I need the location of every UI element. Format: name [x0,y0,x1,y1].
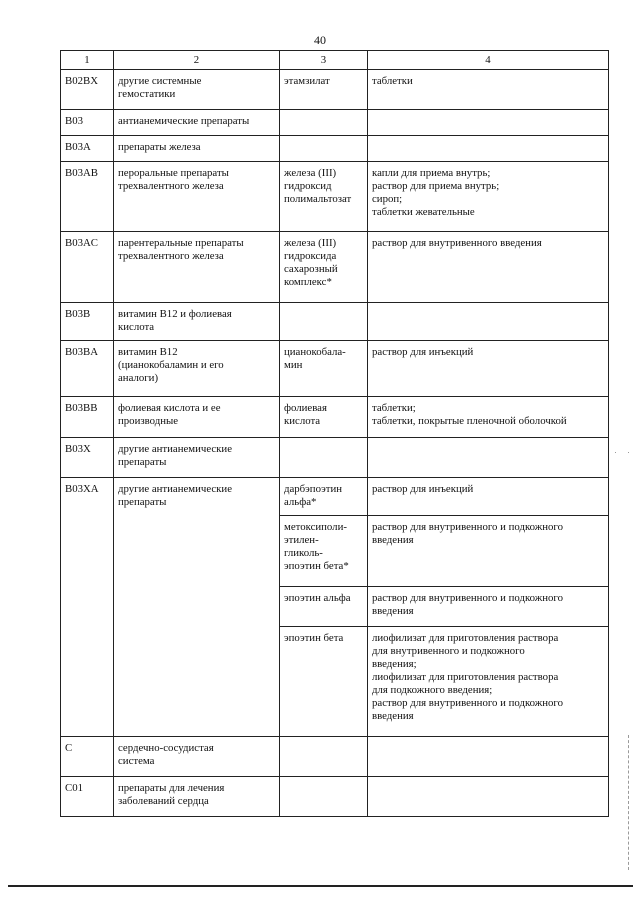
substance-cell: цианокобала- мин [280,341,368,397]
header-col-4: 4 [368,51,609,70]
header-col-1: 1 [61,51,114,70]
dosage-form-cell: таблетки [368,70,609,110]
dosage-form-cell [368,737,609,777]
substance-cell: эпоэтин бета [280,627,368,737]
atc-code-cell: B03AB [61,162,114,232]
table-row [61,303,609,341]
group-name-cell: препараты для лечения заболеваний сердца [114,777,280,817]
header-row [61,51,609,70]
substance-cell [280,737,368,777]
substance-cell [280,438,368,478]
group-name-cell: препараты железа [114,136,280,162]
dosage-form-cell [368,110,609,136]
table-row [61,737,609,777]
atc-code-cell: C [61,737,114,777]
substance-cell [280,136,368,162]
substance-cell: дарбэпоэтин альфа* [280,478,368,516]
substance-cell: железа (III) гидроксид полимальтозат [280,162,368,232]
page-bottom-rule [8,885,633,887]
group-name-cell: фолиевая кислота и ее производные [114,397,280,438]
medication-classification-table [60,50,609,817]
dosage-form-cell: таблетки; таблетки, покрытые пленочной оболочкой [368,397,609,438]
group-name-cell: витамин B12 (цианокобаламин и его аналоги) [114,341,280,397]
group-name-cell: витамин B12 и фолиевая кислота [114,303,280,341]
dosage-form-cell: раствор для инъекций [368,478,609,516]
table-row [61,232,609,303]
group-name-cell: антианемические препараты [114,110,280,136]
table-row [61,162,609,232]
atc-code-cell: B03AC [61,232,114,303]
dosage-form-cell: раствор для внутривенного и подкожного введения [368,516,609,587]
dosage-form-cell: раствор для внутривенного введения [368,232,609,303]
atc-code-cell: C01 [61,777,114,817]
atc-code-cell: B03XA [61,478,114,737]
atc-code-cell: B03 [61,110,114,136]
dosage-form-cell: раствор для внутривенного и подкожного введения [368,587,609,627]
substance-cell: метоксиполи- этилен- гликоль- эпоэтин бета* [280,516,368,587]
scan-margin-marks [628,735,631,870]
atc-code-cell: B03BA [61,341,114,397]
header-col-2: 2 [114,51,280,70]
group-name-cell: другие антианемические препараты [114,438,280,478]
atc-code-cell: B02BX [61,70,114,110]
substance-cell: эпоэтин альфа [280,587,368,627]
table-row [61,438,609,478]
atc-code-cell: B03B [61,303,114,341]
group-name-cell: парентеральные препараты трехвалентного железа [114,232,280,303]
group-name-cell: сердечно-сосудистая система [114,737,280,777]
table-row [61,397,609,438]
table-row [61,777,609,817]
table-row [61,110,609,136]
group-name-cell: другие системные гемостатики [114,70,280,110]
dosage-form-cell [368,438,609,478]
atc-code-cell: B03X [61,438,114,478]
page-number: 40 [314,33,326,47]
group-name-cell: другие антианемические препараты [114,478,280,737]
dosage-form-cell: капли для приема внутрь; раствор для приема внутрь; сироп; таблетки жевательные [368,162,609,232]
substance-cell [280,303,368,341]
substance-cell: железа (III) гидроксида сахарозный комплекс* [280,232,368,303]
substance-cell: фолиевая кислота [280,397,368,438]
atc-code-cell: B03BB [61,397,114,438]
dosage-form-cell [368,303,609,341]
dosage-form-cell [368,136,609,162]
group-name-cell: пероральные препараты трехвалентного железа [114,162,280,232]
table-row [61,341,609,397]
atc-code-cell: B03A [61,136,114,162]
table-row [61,136,609,162]
header-col-3: 3 [280,51,368,70]
table-row [61,478,609,516]
scan-speck [615,452,616,453]
dosage-form-cell: лиофилизат для приготовления раствора для внутривенного и подкожного введения; лиофилизат для приготовления раствора для подкожного введения; раствор для внутривенного и подкожного введения [368,627,609,737]
dosage-form-cell: раствор для инъекций [368,341,609,397]
table-row [61,70,609,110]
dosage-form-cell [368,777,609,817]
scan-speck [628,452,629,453]
substance-cell [280,110,368,136]
substance-cell: этамзилат [280,70,368,110]
substance-cell [280,777,368,817]
